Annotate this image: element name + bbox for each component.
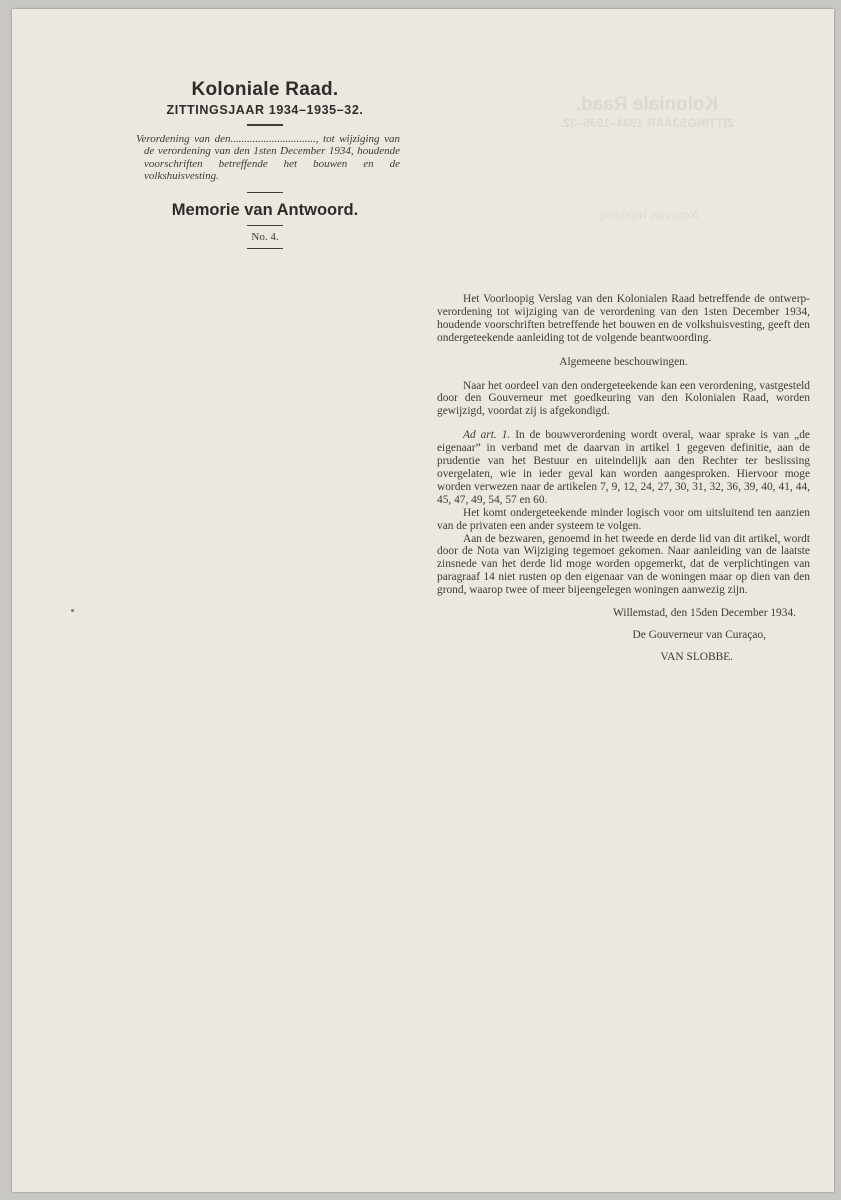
document-number: No. 4.: [251, 230, 279, 243]
document-header: [130, 79, 400, 256]
memo-heading: Memorie van Antwoord.: [171, 200, 359, 219]
document-body: [437, 293, 810, 664]
logic-remark-paragraph: Het komt ondergeteekende minder logisch voor om uitsluitend ten aanzien van de privaten een ander systeem te volgen.: [437, 506, 810, 532]
show-through-text: [497, 94, 797, 223]
subject-description: Verordening van den..............................., tot wijziging van de verordening van den 1sten December 1934, houdende voorschriften betreffende het bouwen en de volkshuisvesting.: [136, 132, 400, 182]
session-year: ZITTINGSJAAR 1934–1935–32.: [166, 103, 364, 117]
place-and-date: Willemstad, den 15den December 1934.: [612, 607, 796, 620]
ad-art-text: In de bouwverordening wordt overal, waar sprake is van „de eigenaar” in verband met de daarvan in artikel 1 gegeven definitie, aan de prudentie van het Bestuur en uiteindelijk aan den Rechter ter beslissing overgelaten, wie in ieder geval kan worden aangesproken. Hiervoor moge worden verwezen naar de artikelen 7, 9, 12, 24, 27, 30, 31, 32, 36, 39, 40, 41, 44, 45, 47, 49, 54, 57 en 60.: [437, 429, 810, 506]
ad-art-paragraph: [437, 429, 810, 506]
signatory-title: De Gouverneur van Curaçao,: [632, 628, 766, 641]
show-through-subtitle: ZITTINGSJAAR 1934–1935–32.: [559, 116, 735, 130]
objections-paragraph: Aan de bezwaren, genoemd in het tweede en derde lid van dit artikel, wordt door de Nota van Wijziging tegemoet gekomen. Naar aanleiding van de laatste zinsnede van het derde lid moge worden opgemerkt, dat de verplichtingen van paragraaf 14 niet rusten op den eigenaar van de woningen maar op dien van den grond, waarop twee of meer bijeengelegen woningen aanwezig zijn.: [437, 532, 810, 597]
intro-paragraph: Het Voorloopig Verslag van den Kolonialen Raad betreffende de ontwerp-verordening tot wijziging van de verordening van den 1sten December 1934, houdende voorschriften betreffende het bouwen en de volkshuisvesting, geeft den ondergeteekende aanleiding tot de volgende beantwoording.: [437, 293, 810, 344]
document-page: [12, 9, 834, 1192]
show-through-title: Koloniale Raad.: [575, 94, 719, 115]
signatory-name: VAN SLOBBE.: [660, 650, 733, 663]
divider: [247, 248, 283, 249]
ad-art-label: Ad art. 1.: [463, 429, 511, 442]
section-heading: Algemeene beschouwingen.: [559, 355, 688, 368]
divider: [247, 124, 283, 126]
council-title: Koloniale Raad.: [191, 79, 339, 100]
general-remark-paragraph: Naar het oordeel van den ondergeteekende kan een verordening, vastgesteld door den Gouverneur met goedkeuring van den Kolonialen Raad, worden gewijzigd, voordat zij is afgekondigd.: [437, 379, 810, 418]
divider: [247, 225, 283, 226]
show-through-line: Nota van Wijziging.: [595, 207, 699, 222]
divider: [247, 192, 283, 193]
paper-fleck: [71, 609, 74, 612]
